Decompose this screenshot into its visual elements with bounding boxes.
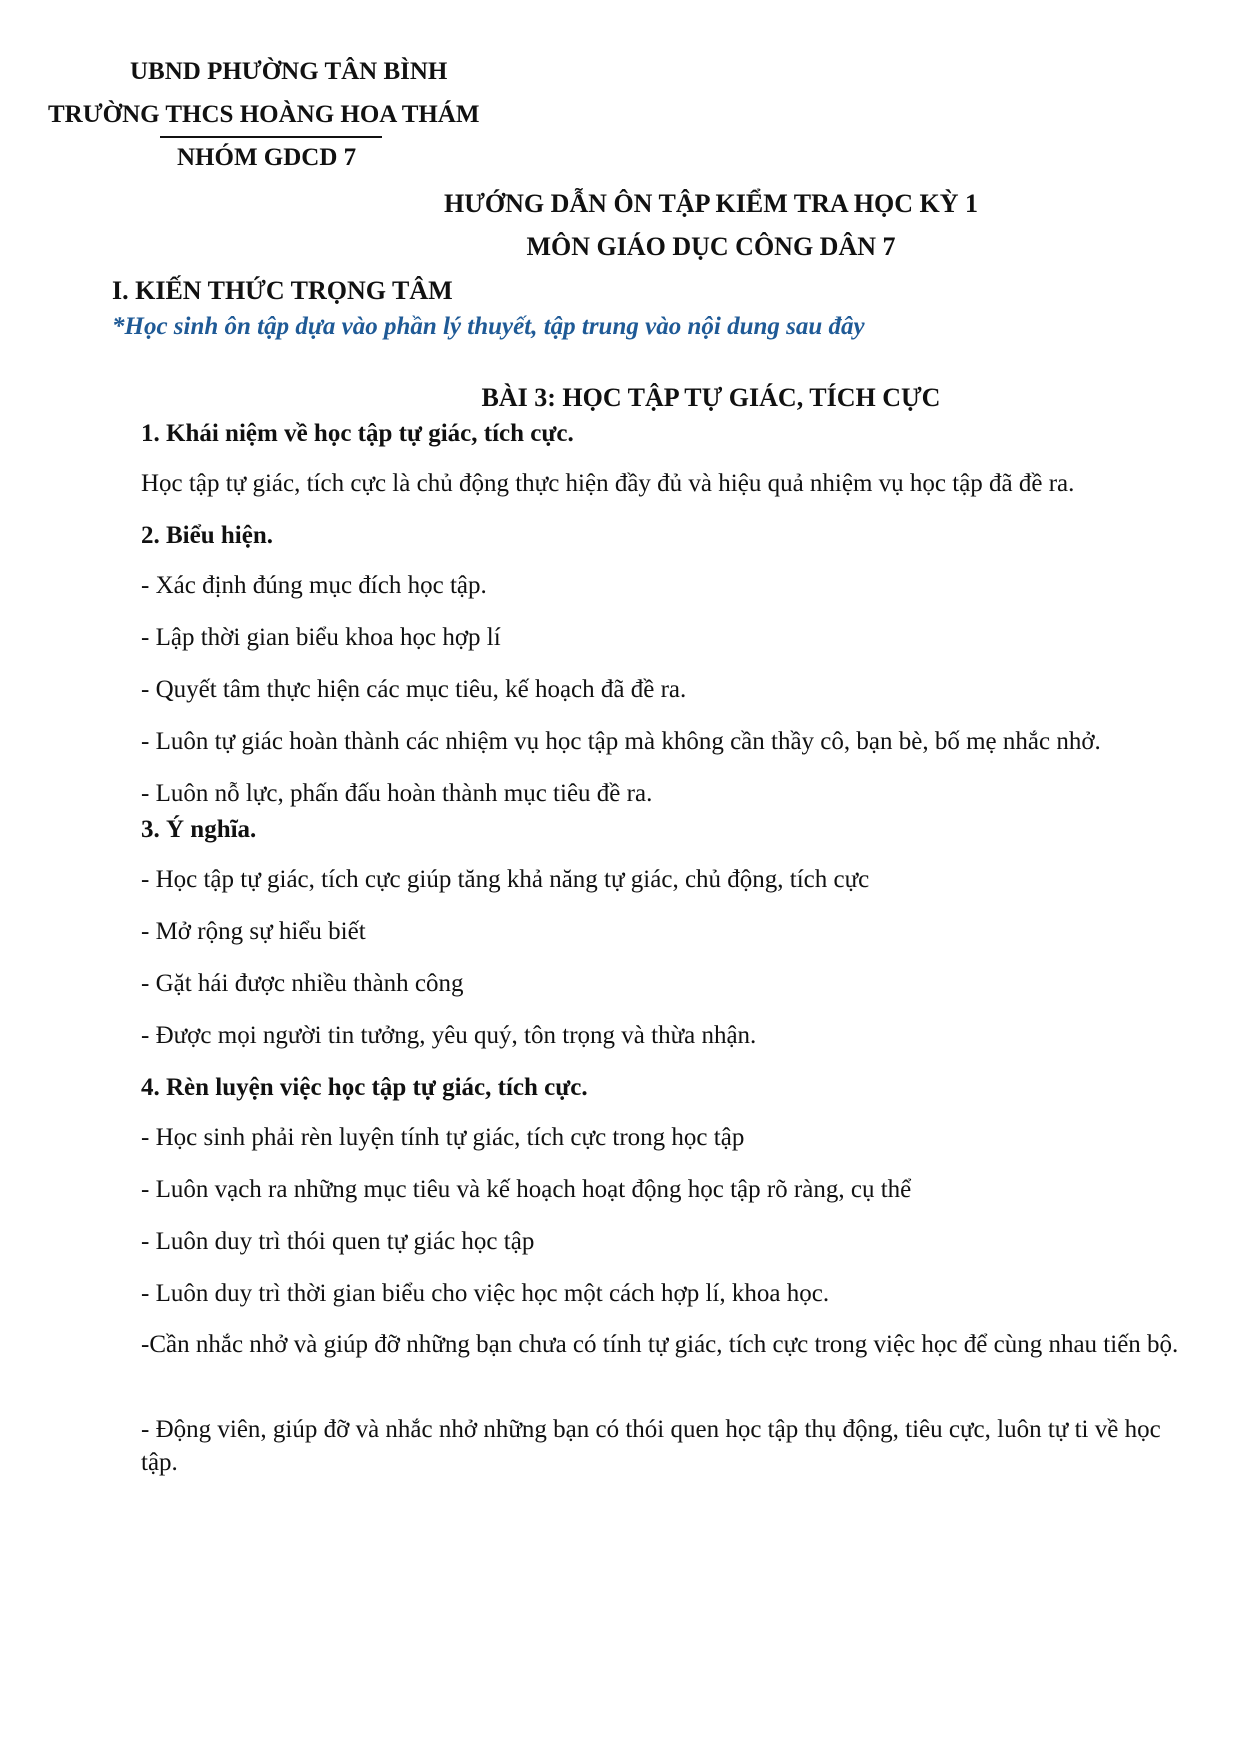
list-item: - Gặt hái được nhiều thành công: [141, 970, 464, 997]
list-item: - Mở rộng sự hiểu biết: [141, 918, 366, 945]
subsection-heading-expressions: 2. Biểu hiện.: [141, 522, 273, 549]
list-item: - Luôn nỗ lực, phấn đấu hoàn thành mục tiêu đề ra.: [141, 780, 653, 807]
document-title-line1: HƯỚNG DẪN ÔN TẬP KIỂM TRA HỌC KỲ 1: [443, 189, 978, 218]
list-item: - Quyết tâm thực hiện các mục tiêu, kế hoạch đã đề ra.: [141, 676, 687, 703]
lesson-title: BÀI 3: HỌC TẬP TỰ GIÁC, TÍCH CỰC: [481, 383, 941, 412]
list-item: - Động viên, giúp đỡ và nhắc nhở những bạn có thói quen học tập thụ động, tiêu cực, luôn tự ti về học tập.: [141, 1416, 1161, 1476]
subsection-heading-meaning: 3. Ý nghĩa.: [141, 816, 257, 843]
authority-name: UBND PHƯỜNG TÂN BÌNH: [130, 58, 448, 85]
school-underline: [160, 136, 382, 138]
list-item: - Lập thời gian biểu khoa học hợp lí: [141, 624, 501, 651]
study-note: *Học sinh ôn tập dựa vào phần lý thuyết, tập trung vào nội dung sau đây: [112, 313, 865, 340]
document-title-line2: MÔN GIÁO DỤC CÔNG DÂN 7: [526, 232, 896, 261]
list-item: - Luôn duy trì thời gian biểu cho việc học một cách hợp lí, khoa học.: [141, 1280, 830, 1307]
subsection-heading-concept: 1. Khái niệm về học tập tự giác, tích cực.: [141, 420, 574, 447]
list-item: - Được mọi người tin tưởng, yêu quý, tôn trọng và thừa nhận.: [141, 1022, 757, 1049]
subsection-heading-practice: 4. Rèn luyện việc học tập tự giác, tích cực.: [141, 1074, 588, 1101]
section-heading: I. KIẾN THỨC TRỌNG TÂM: [112, 276, 453, 305]
list-item: - Luôn vạch ra những mục tiêu và kế hoạch hoạt động học tập rõ ràng, cụ thể: [141, 1176, 912, 1203]
list-item: -Cần nhắc nhở và giúp đỡ những bạn chưa có tính tự giác, tích cực trong việc học để cùng nhau tiến bộ.: [141, 1331, 1179, 1358]
concept-text: Học tập tự giác, tích cực là chủ động thực hiện đầy đủ và hiệu quả nhiệm vụ học tập đã đề ra.: [141, 470, 1075, 497]
list-item: - Xác định đúng mục đích học tập.: [141, 572, 487, 599]
list-item: - Học tập tự giác, tích cực giúp tăng khả năng tự giác, chủ động, tích cực: [141, 866, 870, 893]
group-name: NHÓM GDCD 7: [177, 144, 357, 171]
list-item: - Học sinh phải rèn luyện tính tự giác, tích cực trong học tập: [141, 1124, 745, 1151]
list-item: - Luôn duy trì thói quen tự giác học tập: [141, 1228, 535, 1255]
list-item: - Luôn tự giác hoàn thành các nhiệm vụ học tập mà không cần thầy cô, bạn bè, bố mẹ nhắc nhở.: [141, 728, 1101, 755]
school-name: TRƯỜNG THCS HOÀNG HOA THÁM: [48, 101, 480, 128]
